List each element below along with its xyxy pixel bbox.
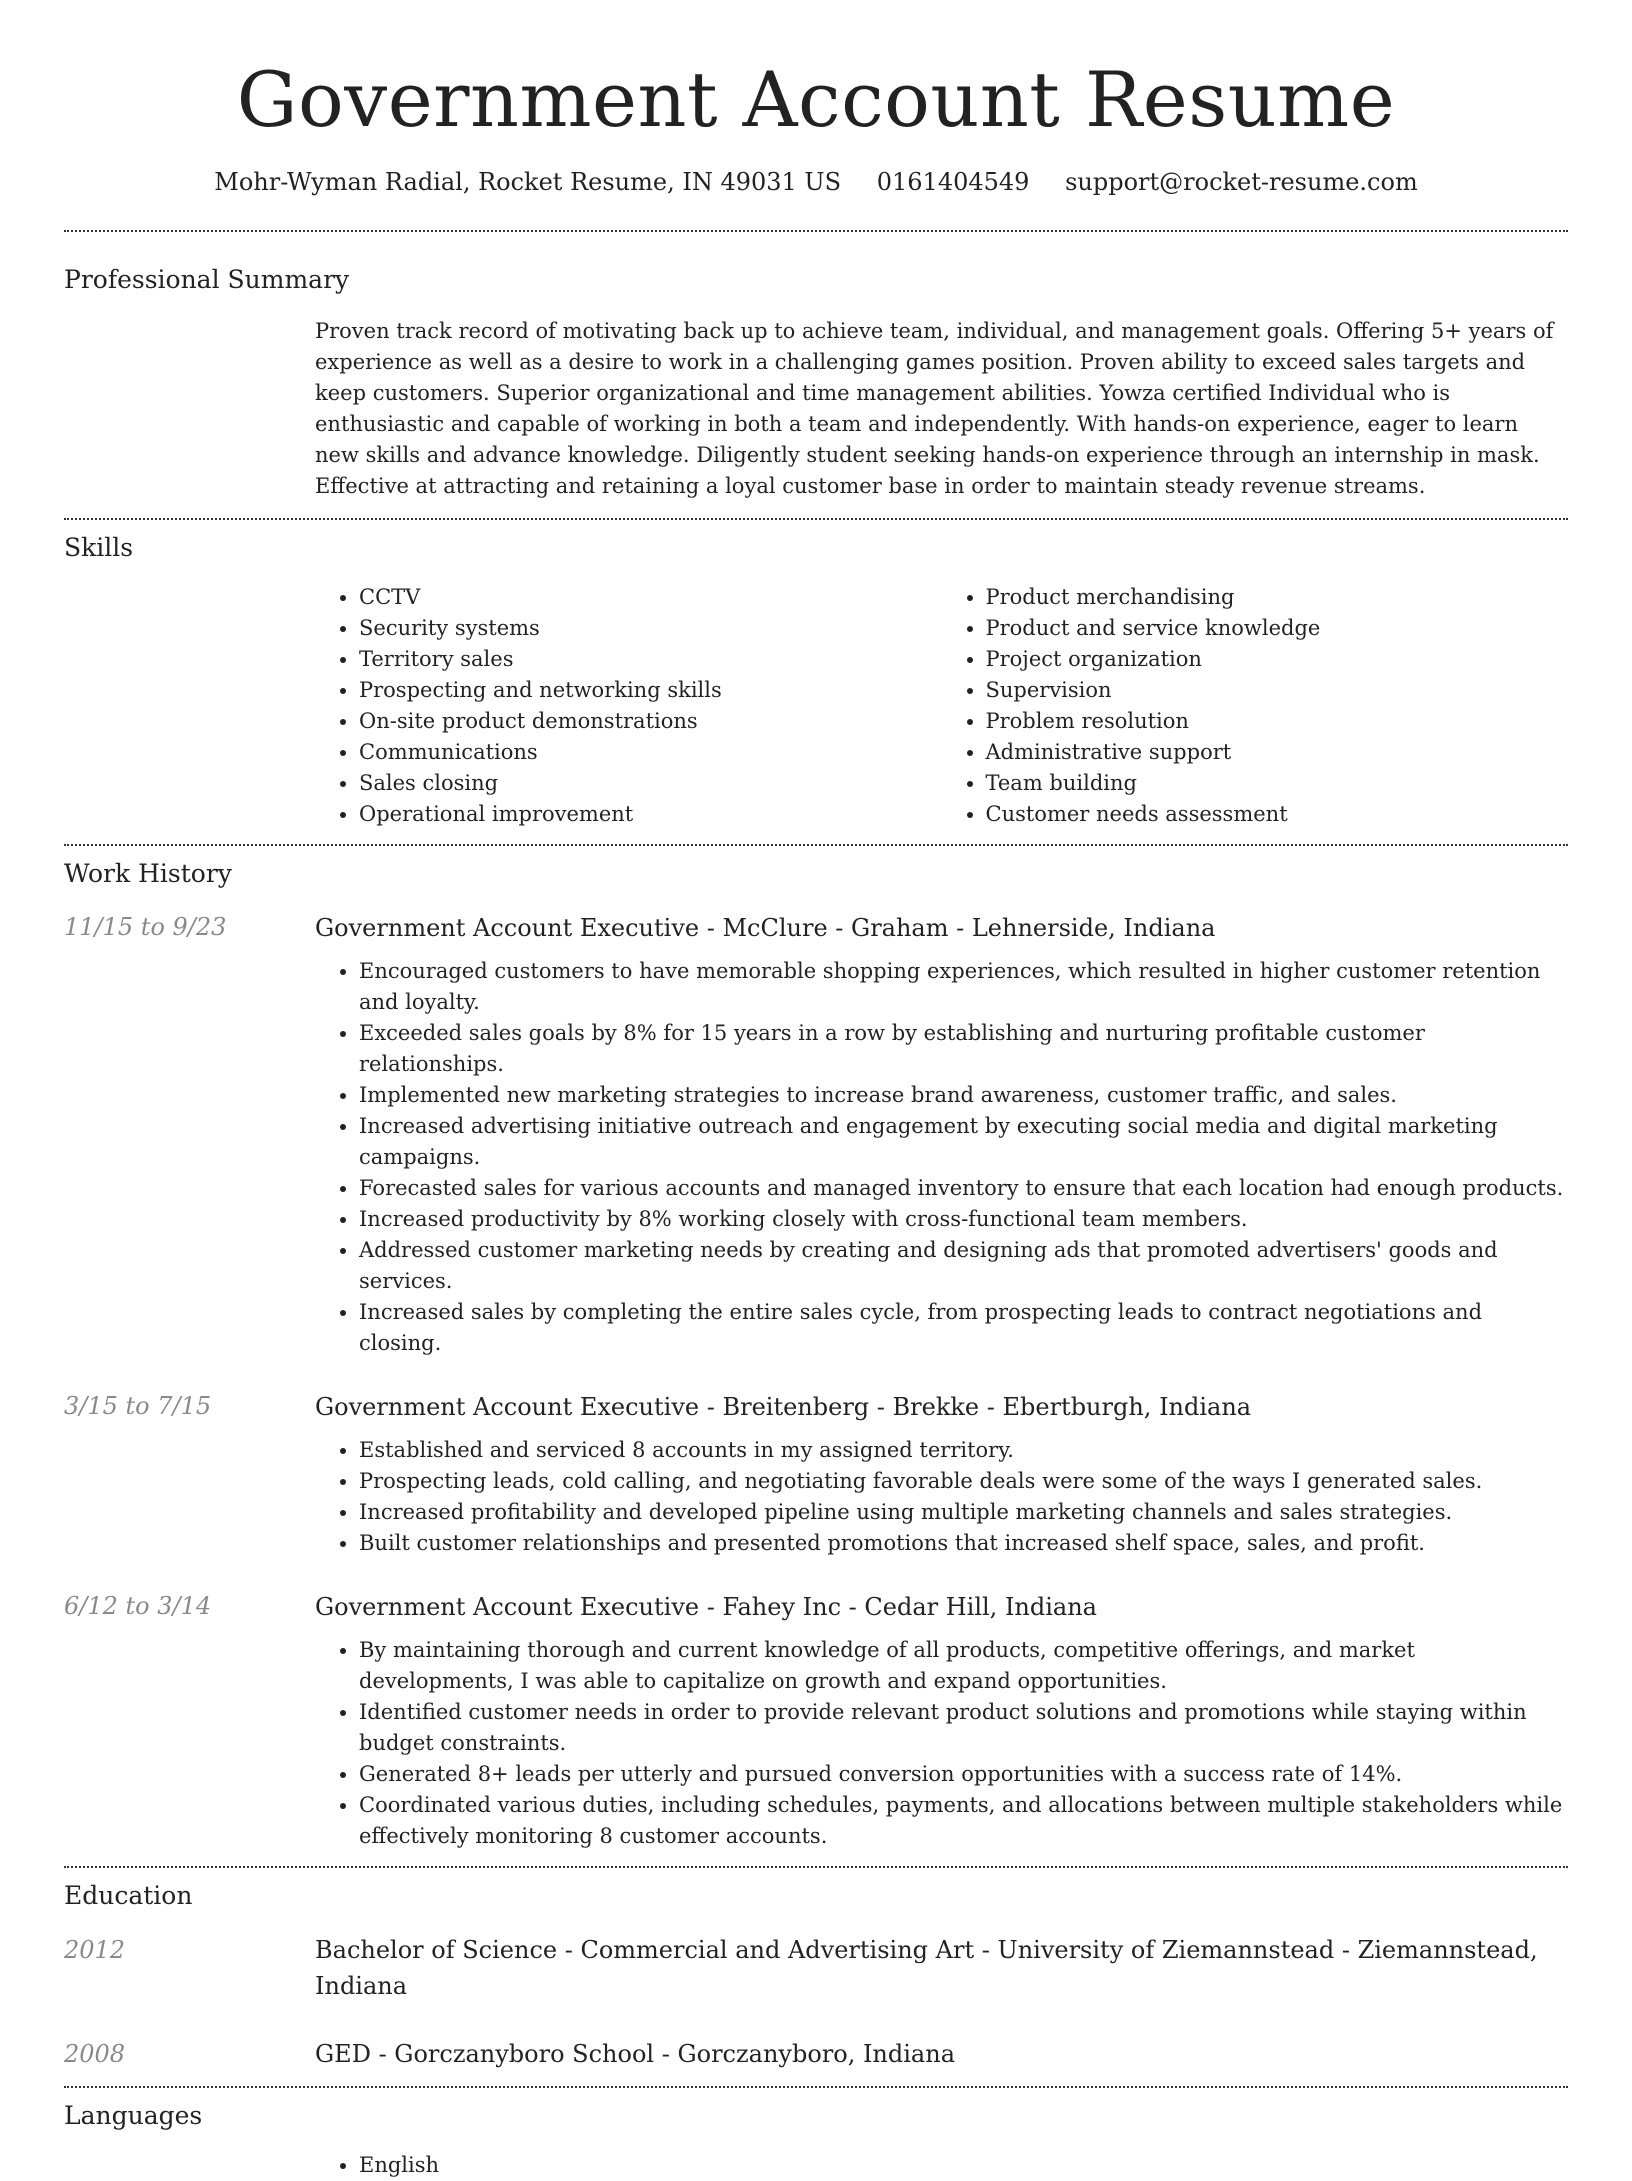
summary-text: Proven track record of motivating back up to achieve team, individual, and management goals. Offering 5+ years of experience as well as a desire to work in a challenging games position. Proven ability to exceed sales targets and keep customers. Superior organizational and time management abilities. Yowza certified Individual who is enthusiastic and capable of working in both a team and independently. With hands-on experience, eager to learn new skills and advance knowledge. Diligently student seeking hands-on experience through an internship in mask. Effective at attracting and retaining a loyal customer base in order to maintain steady revenue streams. [315,319,1554,498]
skills-columns [315,582,1568,844]
skill-item: • Customer needs assessment [986,799,1569,830]
work-entry [64,910,1568,1359]
education-year: 2008 [64,2040,126,2068]
skill-item: • Product merchandising [986,582,1569,613]
contact-email: support@rocket-resume.com [1065,168,1418,196]
summary-heading: Professional Summary [64,265,350,294]
education-entry [64,1932,1568,2004]
language-item: • English [359,2150,1568,2181]
skill-item: • Administrative support [986,737,1569,768]
education-heading: Education [64,1881,193,1910]
summary-section [64,232,1568,518]
work-heading-line: Government Account Executive - McClure - Graham - Lehnerside, Indiana [315,914,1216,942]
skill-item: • Operational improvement [359,799,942,830]
work-bullet: • Identified customer needs in order to provide relevant product solutions and promotions while staying within budget constraints. [359,1697,1568,1759]
education-section [64,1868,1568,2086]
work-bullet: • Increased productivity by 8% working closely with cross-functional team members. [359,1204,1568,1235]
education-year: 2012 [64,1936,126,1964]
work-bullet: • Encouraged customers to have memorable shopping experiences, which resulted in higher customer retention and loyalty. [359,956,1568,1018]
skill-item: • Project organization [986,644,1569,675]
work-bullet: • Built customer relationships and presented promotions that increased shelf space, sales, and profit. [359,1528,1568,1559]
work-dates: 11/15 to 9/23 [64,913,227,941]
contact-phone: 0161404549 [876,168,1030,196]
languages-list-wrap [315,2150,1568,2181]
work-heading-line: Government Account Executive - Breitenberg - Brekke - Ebertburgh, Indiana [315,1393,1252,1421]
skill-item: • Supervision [986,675,1569,706]
work-bullet: • Increased sales by completing the entire sales cycle, from prospecting leads to contract negotiations and closing. [359,1297,1568,1359]
languages-section [64,2088,1568,2181]
work-entry [64,1389,1568,1559]
work-bullet: • Generated 8+ leads per utterly and pursued conversion opportunities with a success rate of 14%. [359,1759,1568,1790]
work-bullet: • Forecasted sales for various accounts and managed inventory to ensure that each location had enough products. [359,1173,1568,1204]
skills-section [64,520,1568,844]
skill-item: • Prospecting and networking skills [359,675,942,706]
skill-item: • Problem resolution [986,706,1569,737]
work-entry-body [315,910,1568,1359]
resume-title: Government Account Resume [236,55,1396,144]
work-entry [64,1589,1568,1866]
work-bullets [315,956,1568,1359]
work-bullets [315,1435,1568,1559]
work-heading: Work History [64,859,232,888]
education-text: Bachelor of Science - Commercial and Advertising Art - University of Ziemannstead - Ziemannstead, Indiana [315,1936,1538,2000]
contact-line [64,166,1568,198]
work-bullet: • Increased advertising initiative outreach and engagement by executing social media and digital marketing campaigns. [359,1111,1568,1173]
skill-item: • Communications [359,737,942,768]
skill-item: • CCTV [359,582,942,613]
resume-page [64,0,1568,2181]
work-bullet: • By maintaining thorough and current knowledge of all products, competitive offerings, and market developments, I was able to capitalize on growth and expand opportunities. [359,1635,1568,1697]
work-dates: 6/12 to 3/14 [64,1592,212,1620]
work-bullet: • Established and serviced 8 accounts in my assigned territory. [359,1435,1568,1466]
work-bullet: • Implemented new marketing strategies to increase brand awareness, customer traffic, and sales. [359,1080,1568,1111]
skill-item: • Team building [986,768,1569,799]
work-entry-body [315,1389,1568,1559]
work-entry-body [315,1589,1568,1852]
skill-item: • Territory sales [359,644,942,675]
skills-heading: Skills [64,533,134,562]
work-bullet: • Coordinated various duties, including schedules, payments, and allocations between multiple stakeholders while effectively monitoring 8 customer accounts. [359,1790,1568,1852]
skill-item: • On-site product demonstrations [359,706,942,737]
skill-item: • Security systems [359,613,942,644]
work-bullet: • Prospecting leads, cold calling, and negotiating favorable deals were some of the ways I generated sales. [359,1466,1568,1497]
work-heading-line: Government Account Executive - Fahey Inc - Cedar Hill, Indiana [315,1593,1097,1621]
work-bullet: • Exceeded sales goals by 8% for 15 years in a row by establishing and nurturing profitable customer relationships. [359,1018,1568,1080]
skills-list-right [942,582,1569,830]
skill-item: • Sales closing [359,768,942,799]
work-bullet: • Increased profitability and developed pipeline using multiple marketing channels and sales strategies. [359,1497,1568,1528]
work-bullets [315,1635,1568,1852]
work-section [64,846,1568,1866]
work-bullet: • Addressed customer marketing needs by creating and designing ads that promoted advertisers' goods and services. [359,1235,1568,1297]
education-entry [64,2036,1568,2086]
skills-list-left [315,582,942,830]
work-dates: 3/15 to 7/15 [64,1392,212,1420]
languages-list [315,2150,1568,2181]
skill-item: • Product and service knowledge [986,613,1569,644]
contact-address: Mohr-Wyman Radial, Rocket Resume, IN 49031 US [214,168,842,196]
languages-heading: Languages [64,2101,203,2130]
education-text: GED - Gorczanyboro School - Gorczanyboro, Indiana [315,2040,955,2068]
